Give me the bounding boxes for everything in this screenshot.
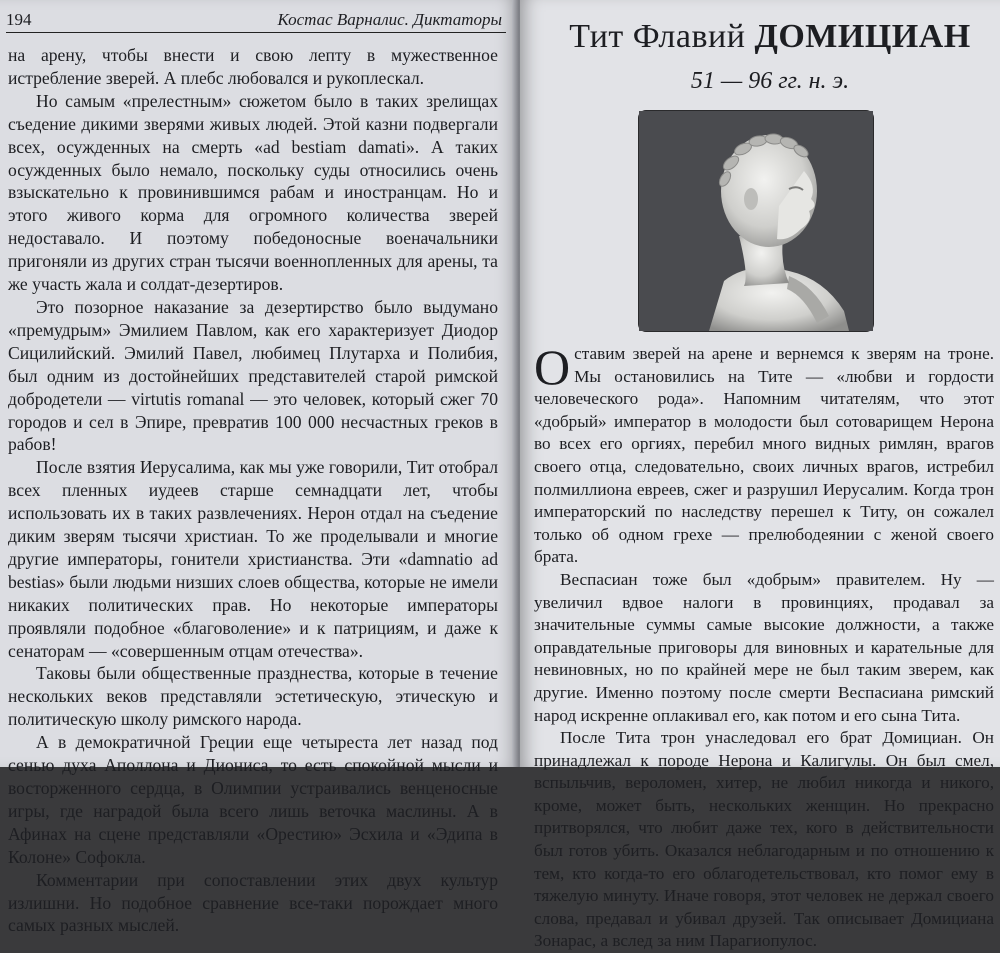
paragraph: После взятия Иерусалима, как мы уже говорили, Тит отобрал всех пленных иудеев старше семнадцати лет, чтобы использовать их в таких развлечениях. Нерон отдал на съедение диким зверям тысячи христиан. То же проделывали и многие другие императоры, гонители христианства. Эти «damnatio ad bestias» были людьми низших слоев общества, которые не имели никаких политических прав. Но некоторые императоры проявляли подобное «благоволение» и к патрициям, и даже к сенаторам — «совершенным отцам отечества».: [8, 457, 498, 661]
paragraph: Таковы были общественные празднества, которые в течение нескольких веков представляли эстетическую, этическую и политическую школу римского народа.: [8, 663, 498, 730]
paragraph: Комментарии при сопоставлении этих двух культур излишни. Но подобное сравнение все-таки порождает много самых разных мыслей.: [8, 869, 498, 936]
paragraph: А в демократичной Греции еще четыреста лет назад под сенью духа Аполлона и Диониса, то есть спокойной мысли и восторженного сердца, в Олимпии устраивались венценосные игры, где наградой была всего лишь веточка маслины. А в Афинах на сцене представляли «Орестию» Эсхила и «Эдипа в Колоне» Софокла.: [8, 732, 498, 867]
left-body-text: [8, 44, 498, 937]
drop-cap: О: [534, 339, 571, 395]
chapter-dates: 51 — 96 гг. н. э.: [690, 68, 850, 94]
paragraph: [534, 339, 994, 569]
bust-illustration: [639, 111, 873, 331]
paragraph: После Тита трон унаследовал его брат Домициан. Он принадлежал к породе Нерона и Калигулы. Он был смел, вспыльчив, вероломен, хитер, не любил никогда и никого, кроме, может быть, нескольких женщин. Но прекрасно притворялся, что любит даже тех, кого в действительности был готов убить. Оказался неблагодарным и по отношению к тем, кто когда-то его облагодетельствовал, кто помог ему в тяжелую минуту. Иначе говоря, этот человек не держал своего слова, предавал и убивал друзей. Так описывает Домициана Зонарас, а вслед за ним Парагиопулос.: [534, 728, 994, 951]
paragraph: Веспасиан тоже был «добрым» правителем. Ну — увеличил вдвое налоги в провинциях, продавал за значительные суммы самые высокие должности, а также оправдательные приговоры для виновных и карательные для невиновных, но по крайней мере не был таким зверем, как другие. Именно поэтому после смерти Веспасиана римский народ искренне оплакивал его, как потом и его сына Тита.: [534, 569, 994, 725]
right-page: [520, 0, 1000, 951]
right-body-text: [534, 339, 994, 953]
page-number: 194: [6, 10, 32, 29]
bust-portrait-image: [638, 110, 874, 332]
title-prefix: Тит Флавий: [569, 18, 746, 55]
paragraph-text: ставим зверей на арене и вернемся к зверям на троне. Мы остановились на Тите — «любви и гордости человеческого рода». Напомним читателям, что этот «добрый» император в молодости был сотоварищем Нерона во всех его оргиях, перебил много видных римлян, врагов своего отца, следовательно, своих личных врагов, истребил полмиллиона евреев, сжег и разрушил Иерусалим. Когда трон императорский по наследству перешел к Титу, он сожалел только об одном грехе — прелюбодеянии с женой своего брата.: [534, 344, 994, 567]
paragraph: на арену, чтобы внести и свою лепту в мужественное истребление зверей. А плебс любовался и рукоплескал.: [8, 45, 498, 88]
paragraph: Но самым «прелестным» сюжетом было в таких зрелищах съедение дикими зверями живых людей. Этой казни подвергали всех, осужденных на смерть «ad bestiam damati». А таких осужденных было немало, поскольку суды относились очень взыскательно к провинившимся рабам и иностранцам. Но и этого живого корма для огромного количества зверей недоставало. И поэтому победоносные военачальники пригоняли из других стран тысячи военнопленных для арены, та же участь жала и солдат-дезертиров.: [8, 90, 498, 295]
title-name: ДОМИЦИАН: [754, 18, 971, 55]
page-header: [6, 8, 506, 33]
chapter-title: [560, 18, 980, 56]
paragraph: Это позорное наказание за дезертирство было выдумано «премудрым» Эмилием Павлом, как его характеризует Диодор Сицилийский. Эмилий Павел, любимец Плутарха и Полибия, был одним из достойнейших представителей старой римской добродетели — virtutis romanal — это человек, который сжег 70 городов и сел в Эпире, превратив 100 000 несчастных греков в рабов!: [8, 296, 498, 455]
running-head: Костас Варналис. Диктаторы: [277, 10, 502, 29]
